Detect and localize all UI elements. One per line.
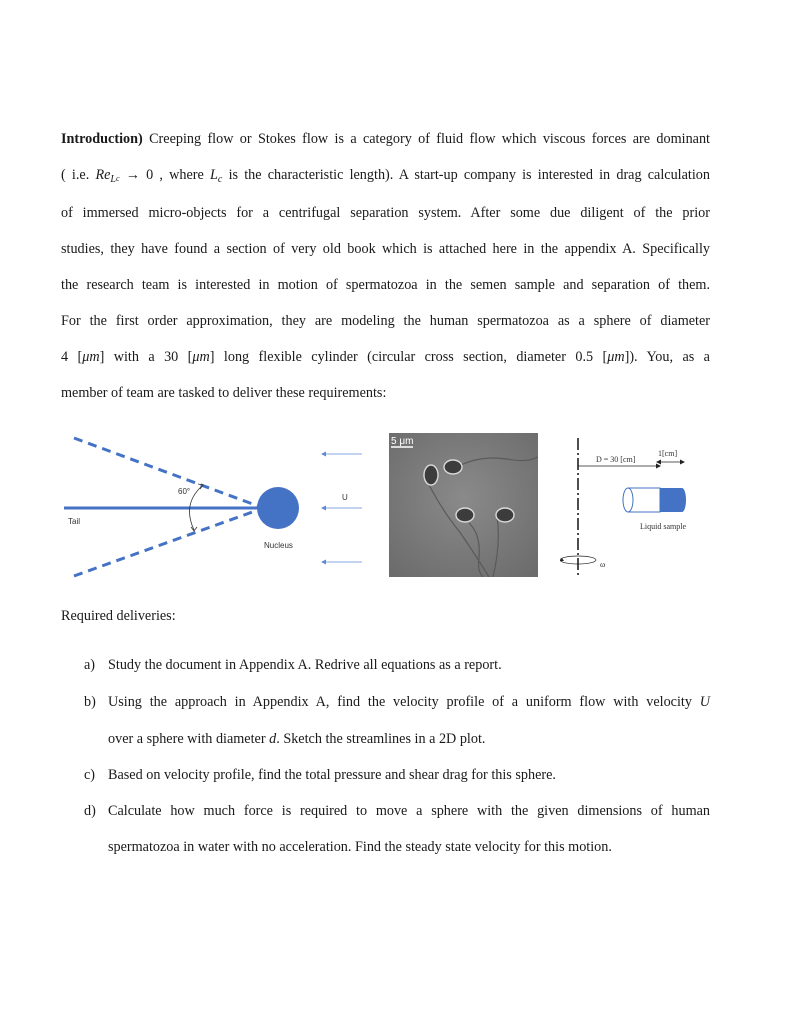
angle-arrow-head-lower: [191, 527, 197, 531]
diameter-label: D = 30 [cm]: [596, 455, 636, 464]
omega-label: ω: [600, 560, 606, 569]
intro-line-3: of immersed micro-objects for a centrifugal separation system. After some due diligent of the prior: [61, 205, 710, 221]
nucleus-label: Nucleus: [264, 541, 293, 550]
centrifuge-diagram: [560, 432, 710, 582]
flow-arrow-bottom-head: [321, 560, 326, 565]
micrograph-scale-label: 5 μm: [391, 436, 414, 447]
sperm-head-4: [496, 508, 514, 522]
intro-line-7: 4 [μm] with a 30 [μm] long flexible cylinder (circular cross section, diameter 0.5 [μm]). You, as a: [61, 349, 710, 365]
intro-line-1: Introduction) Creeping flow or Stokes flow is a category of fluid flow which viscous forces are dominant: [61, 131, 711, 147]
intro-line-8: member of team are tasked to deliver these requirements:: [61, 385, 387, 401]
angle-arrow-head-upper: [198, 484, 203, 489]
flow-arrow-top-head: [321, 452, 326, 457]
intro-line-5: the research team is interested in motion of spermatozoa in the semen sample and separation of them.: [61, 277, 710, 293]
deliveries-title: Required deliveries:: [61, 608, 176, 624]
sperm-head-1: [424, 465, 438, 485]
sperm-model-diagram: [60, 432, 370, 582]
intro-heading: Introduction): [61, 131, 143, 147]
tail-label: Tail: [68, 517, 81, 526]
intro-line-2: ( i.e. $Re_Lc \to 0$ , where $L_c$ is the characteristic length). A start-up company is interested in drag calculation: [61, 167, 710, 185]
diameter-arrow-head: [656, 464, 661, 469]
rotation-arrow-head: [560, 558, 564, 561]
flow-arrow-middle-head: [321, 506, 326, 511]
length-arrow-right: [680, 460, 685, 465]
length-arrow-left: [656, 460, 661, 465]
angle-label: 60°: [178, 487, 191, 496]
lower-dashed-line: [74, 510, 258, 576]
intro-line-6: For the first order approximation, they are modeling the human spermatozoa as a sphere of diameter: [61, 313, 710, 329]
flow-velocity-label: U: [342, 493, 348, 502]
length-label: 1[cm]: [658, 449, 678, 458]
upper-dashed-line: [74, 438, 258, 506]
sperm-head-2: [444, 460, 462, 474]
sperm-head-3: [456, 508, 474, 522]
intro-line-4: studies, they have found a section of very old book which is attached here in the appendix A. Specifically: [61, 241, 710, 257]
sample-tube-cap: [623, 488, 633, 512]
liquid-sample-label: Liquid sample: [640, 522, 686, 531]
sperm-micrograph: [389, 433, 538, 577]
nucleus-circle: [257, 487, 299, 529]
liquid-sample-end: [678, 488, 686, 512]
micrograph-background: [389, 433, 538, 577]
